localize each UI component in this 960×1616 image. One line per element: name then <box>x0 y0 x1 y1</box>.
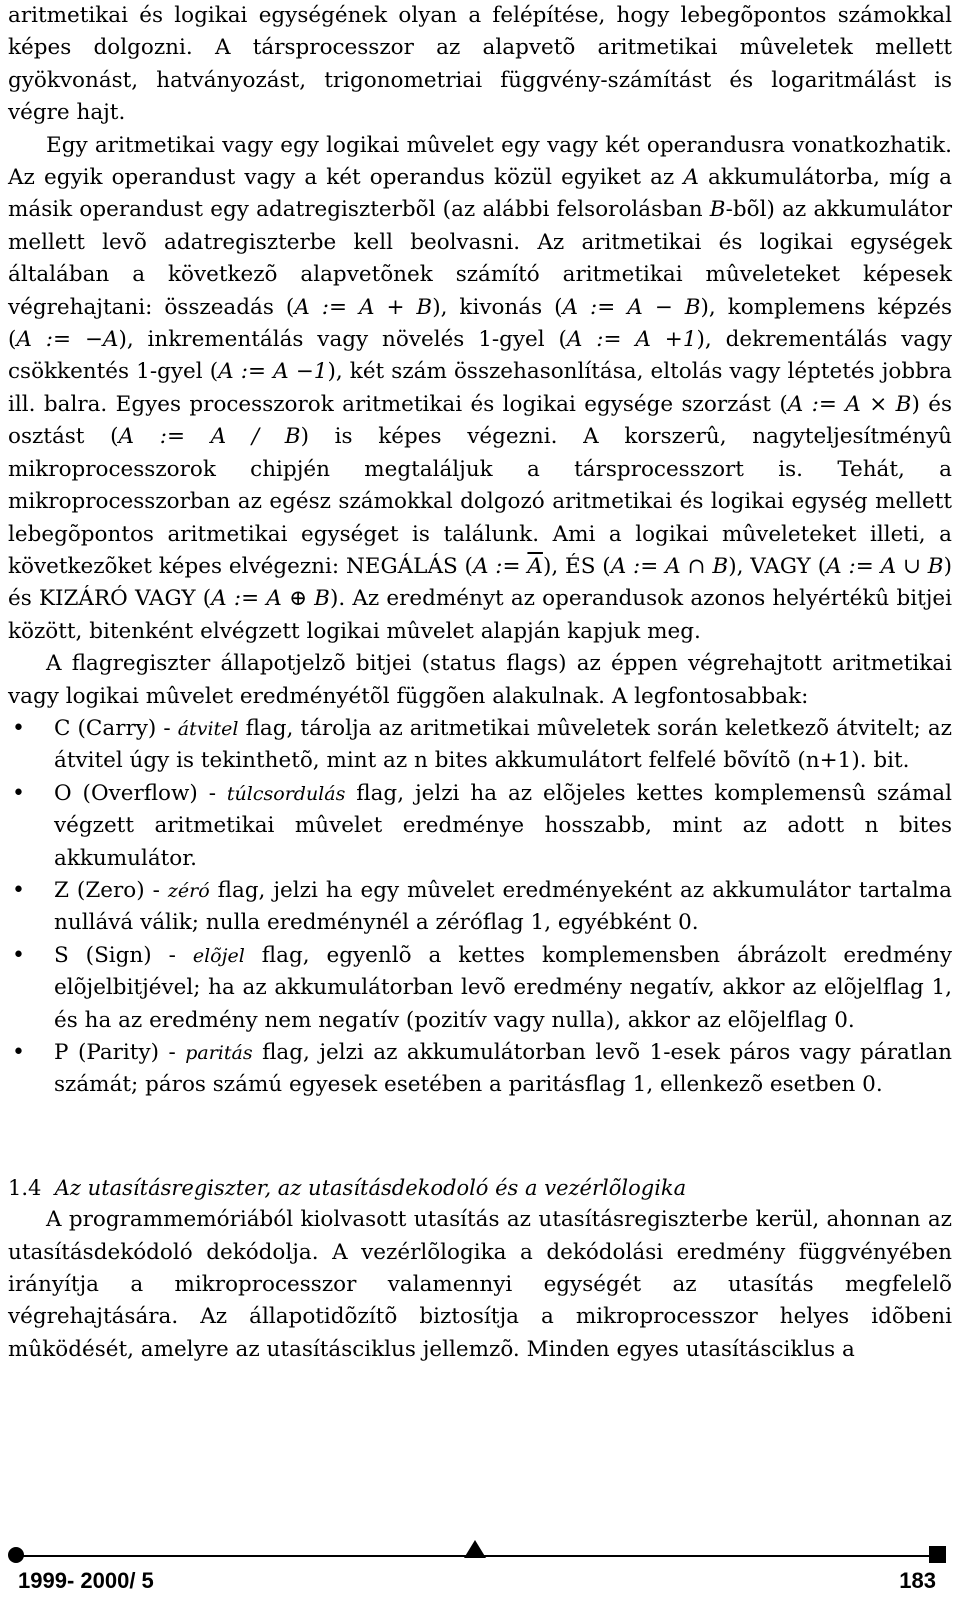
paragraph-coprocessor: aritmetikai és logikai egységének olyan a felépítése, hogy lebegõpontos számokkal képes dolgozni. A társprocesszor az alapvetõ aritmetikai mûveletek mellett gyökvonást, hatványozást, trigonometriai függvény-számítást és logaritmálást is végre hajt. <box>8 3 952 126</box>
bullet-icon: • <box>12 715 25 741</box>
paragraph-instruction-register: A programmemóriából kiolvasott utasítás az utasításregiszterbe kerül, ahonnan az utasításdekódoló dekódolja. A vezérlõlogika a dekódolási eredmény függvényében irányítja a mikroprocesszor valamennyi egységét az utasítás megfelelõ végrehajtására. Az állapotidõzítõ biztosítja a mikroprocesszor helyes idõbeni mûködését, amelyre az utasításciklus jellemzõ. Minden egyes utasításciklus a <box>8 1207 952 1362</box>
formula-dec: A := A −1 <box>218 359 328 385</box>
formula-xor: A := A ⊕ B <box>211 586 330 612</box>
body-text <box>8 0 952 1366</box>
formula-add: A := A + B <box>294 294 433 320</box>
paragraph-flags-intro: A flagregiszter állapotjelzõ bitjei (status flags) az éppen végrehajtott aritmetikai vagy logikai mûvelet eredményétõl függõen alakulnak. A legfontosabbak: <box>8 651 952 709</box>
formula-sub: A := A − B <box>562 294 701 320</box>
flag-item-parity: • P (Parity) - paritás flag, jelzi az akkumulátorban levõ 1-esek páros vagy páratlan számát; páros számú egyesek esetében a paritásflag 1, ellenkezõ esetben 0. <box>8 1037 952 1102</box>
flag-list <box>8 713 952 1102</box>
formula-mul: A := A × B <box>787 391 912 417</box>
formula-inc: A := A +1 <box>566 327 697 353</box>
page-number: 183 <box>899 1568 936 1593</box>
section-title: Az utasításregiszter, az utasításdekodoló és a vezérlõlogika <box>54 1175 687 1200</box>
flag-item-overflow: • O (Overflow) - túlcsordulás flag, jelzi ha az elõjeles kettes komplemensû számal végzett aritmetikai mûvelet eredménye hosszabb, mint az adott n bites akkumulátor. <box>8 778 952 875</box>
paragraph-operations: Egy aritmetikai vagy egy logikai mûvelet egy vagy két operandusra vonatkozhatik. Az egyik operandust vagy a két operandus közül egyiket az A akkumulátorba, míg a másik operandust egy adatregiszterbõl (az alábbi felsorolásban B-bõl) az akkumulátor mellett levõ adatregiszterbe kell beolvasni. Az aritmetikai és logikai egységek általában a következõ alapvetõnek számító aritmetikai mûveleteket képesek végrehajtani: összeadás (A := A + B), kivonás (A := A − B), komplemens képzés (A := −A), inkrementálás vagy növelés 1-gyel (A := A +1), dekrementálás vagy csökkentés 1-gyel (A := A −1), két szám összehasonlítása, eltolás vagy léptetés jobbra ill. balra. Egyes processzorok aritmetikai és logikai egysége szorzást (A := A × B) és osztást (A := A / B) is képes végezni. A korszerû, nagyteljesítményû mikroprocesszorok chipjén megtaláljuk a társprocesszort is. Tehát, a mikroprocesszorban az egész számokkal dolgozó aritmetikai és logikai egység mellett lebegõpontos aritmetikai egységet is találunk. Ami a logikai mûveleteket illeti, a következõket képes elvégezni: NEGÁLÁS (A := $\overline{A}$), ÉS (A := A ∩ B), VAGY (A := A ∪ B) és KIZÁRÓ VAGY (A := A ⊕ B). Az eredményt az operandusok azonos helyértékû bitjei között, bitenként elvégzett logikai mûvelet alapján kapjuk meg. <box>8 132 953 644</box>
formula-div: A := A / B <box>118 424 301 450</box>
section-heading <box>8 1172 952 1204</box>
formula-not: A := $\overline{A}$ <box>472 553 543 579</box>
bullet-icon: • <box>12 942 25 968</box>
document-page <box>8 0 952 1616</box>
bullet-icon: • <box>12 780 25 806</box>
issue-number: 1999- 2000/ 5 <box>18 1568 154 1593</box>
square-marker-icon <box>929 1546 946 1563</box>
bullet-icon: • <box>12 1040 25 1065</box>
flag-item-sign: • S (Sign) - elõjel flag, egyenlõ a kettes komplemensben ábrázolt eredmény elõjelbitjével; ha az akkumulátorban levõ eredmény negatív, akkor az elõjelflag 1, és ha az eredmény nem negatív (pozitív vagy nulla), akkor az elõjelflag 0. <box>8 940 952 1037</box>
formula-neg: A := −A <box>16 327 119 353</box>
bullet-icon: • <box>12 877 25 903</box>
formula-or: A := A ∪ B <box>826 553 944 579</box>
triangle-marker-icon <box>464 1540 486 1558</box>
math-B: B <box>709 197 726 223</box>
section-number: 1.4 <box>8 1175 42 1200</box>
flag-item-zero: • Z (Zero) - zéró flag, jelzi ha egy mûvelet eredményeként az akkumulátor tartalma nullává válik; nulla eredménynél a zéróflag 1, egyébként 0. <box>8 875 952 940</box>
math-A: A <box>683 165 699 191</box>
page-footer <box>8 1528 952 1616</box>
flag-item-carry: • C (Carry) - átvitel flag, tárolja az aritmetikai mûveletek során keletkezõ átvitelt; az átvitel úgy is tekinthetõ, mint az n bites akkumulátort felfelé bõvítõ (n+1). bit. <box>8 713 952 778</box>
formula-and: A := A ∩ B <box>610 553 729 579</box>
circle-marker-icon <box>8 1547 24 1563</box>
